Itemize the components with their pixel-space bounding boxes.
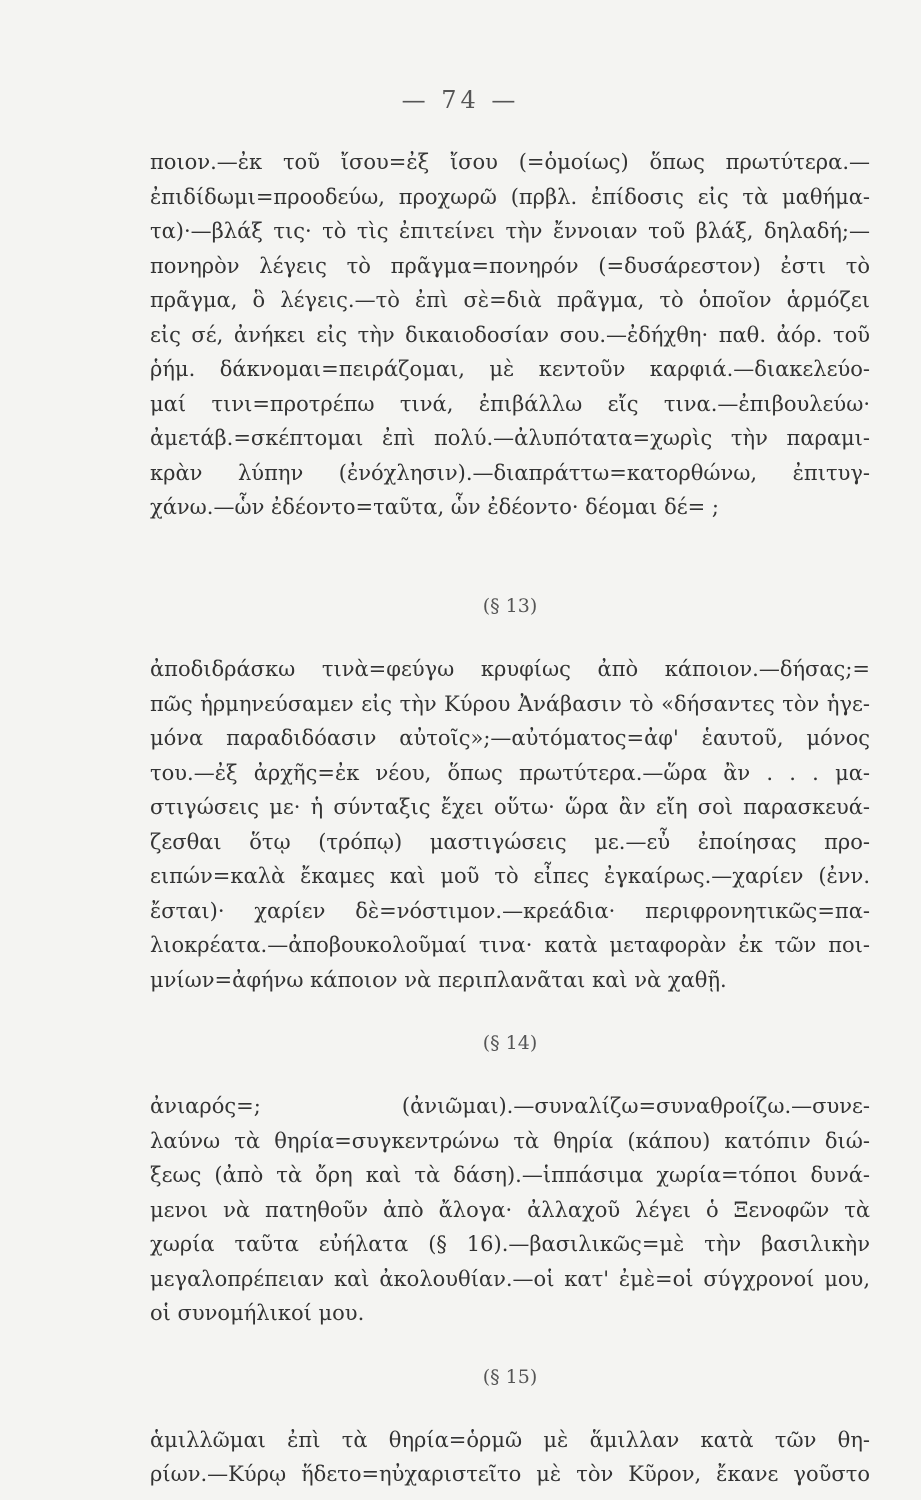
section-heading-15: (§ 15) [482, 1365, 538, 1388]
text-line: κρὰν λύπην (ἐνόχλησιν).—διαπράττω=κατορθώνω, ἐπιτυγ- [150, 460, 870, 485]
text-line: οἱ συνομήλικοί μου. [150, 1301, 365, 1325]
section-heading-13: (§ 13) [482, 595, 538, 617]
text-line: μεγαλοπρέπειαν καὶ ἀκολουθίαν.—οἱ κατ' ἐμὲ=οἱ σύγχρονοί μου, [150, 1266, 870, 1291]
text-line: μενοι νὰ πατηθοῦν ἀπὸ ἄλογα· ἀλλαχοῦ λέγει ὁ Ξενοφῶν τὰ [150, 1197, 870, 1222]
text-line: λαύνω τὰ θηρία=συγκεντρώνω τὰ θηρία (κάπου) κατόπιν διώ- [150, 1128, 870, 1153]
glossary-body [150, 560, 870, 1492]
text-line: μαί τινι=προτρέπω τινά, ἐπιβάλλω εἴς τινα.—ἐπιβουλεύω· [150, 391, 870, 416]
text-line: μόνα παραδιδόασιν αὐτοῖς»;—αὐτόματος=ἀφ' ἑαυτοῦ, μόνος [150, 726, 870, 750]
text-line: ἐπιδίδωμι=προοδεύω, προχωρῶ (πρβλ. ἐπίδοσις εἰς τὰ μαθήμα- [150, 184, 870, 209]
text-line: ἀνιαρός=; (ἀνιῶμαι).—συναλίζω=συναθροίζω.—συνε- [150, 1094, 870, 1118]
text-line: ἁμιλλῶμαι ἐπὶ τὰ θηρία=ὁρμῶ μὲ ἅμιλλαν κατὰ τῶν θη- [150, 1427, 870, 1452]
text-line: λιοκρέατα.—ἀποβουκολοῦμαί τινα· κατὰ μεταφορὰν ἐκ τῶν ποι- [150, 933, 870, 957]
text-line: στιγώσεις με· ἡ σύνταξις ἔχει οὕτω· ὥρα ἂν εἴη σοὶ παρασκευά- [150, 795, 870, 819]
text-line: ξεως (ἀπὸ τὰ ὄρη καὶ τὰ δάση).—ἱππάσιμα χωρία=τόποι δυνά- [150, 1163, 870, 1187]
text-line: ρίων.—Κύρῳ ἥδετο=ηὐχαριστεῖτο μὲ τὸν Κῦρον, ἔκανε γοῦστο [150, 1462, 870, 1486]
text-line: χωρία ταῦτα εὐήλατα (§ 16).—βασιλικῶς=μὲ τὴν βασιλικὴν [150, 1232, 870, 1256]
text-line: ζεσθαι ὅτῳ (τρόπῳ) μαστιγώσεις με.—εὖ ἐποίησας προ- [150, 829, 870, 854]
text-line: πρᾶγμα, ὃ λέγεις.—τὸ ἐπὶ σὲ=διὰ πρᾶγμα, τὸ ὁποῖον ἁρμόζει [150, 288, 870, 312]
text-line: ἀμετάβ.=σκέπτομαι ἐπὶ πολύ.—ἀλυπότατα=χωρὶς τὴν παραμι- [150, 426, 870, 450]
text-line: πονηρὸν λέγεις τὸ πρᾶγμα=πονηρόν (=δυσάρεστον) ἐστι τὸ [150, 253, 870, 278]
text-line: ειπών=καλὰ ἔκαμες καὶ μοῦ τὸ εἶπες ἐγκαίρως.—χαρίεν (ἐνν. [150, 864, 870, 888]
text-line: χάνω.—ὧν ἐδέοντο=ταῦτα, ὧν ἐδέοντο· δέομαι δέ= ; [150, 495, 719, 519]
glossary-block-12 [150, 145, 870, 525]
text-line: μνίων=ἀφήνω κάποιον νὰ περιπλανᾶται καὶ νὰ χαθῇ. [150, 967, 727, 992]
text-line: του.—ἐξ ἀρχῆς=ἐκ νέου, ὅπως πρωτύτερα.—ὥρα ἂν . . . μα- [150, 760, 870, 785]
text-line: ἀποδιδράσκω τινὰ=φεύγω κρυφίως ἀπὸ κάποιον.—δήσας;= [150, 657, 870, 681]
text-line: τα)·—βλάξ τις· τὸ τὶς ἐπιτείνει τὴν ἔννοιαν τοῦ βλάξ, δηλαδή;— [150, 219, 870, 243]
section-heading-14: (§ 14) [482, 1032, 538, 1054]
text-line: πῶς ἡρμηνεύσαμεν εἰς τὴν Κύρου Ἀνάβασιν τὸ «δήσαντες τὸν ἡγε- [150, 691, 870, 716]
text-line: ποιον.—ἐκ τοῦ ἴσου=ἐξ ἴσου (=ὁμοίως) ὅπως πρωτύτερα.— [150, 150, 870, 174]
text-line: ῥήμ. δάκνομαι=πειράζομαι, μὲ κεντοῦν καρφιά.—διακελεύο- [150, 357, 870, 381]
text-line: εἰς σέ, ἀνήκει εἰς τὴν δικαιοδοσίαν σου.—ἐδήχθη· παθ. ἀόρ. τοῦ [150, 322, 870, 347]
page-number: — 74 — [401, 86, 520, 114]
text-line: ἔσται)· χαρίεν δὲ=νόστιμον.—κρεάδια· περιφρονητικῶς=πα- [150, 898, 870, 923]
